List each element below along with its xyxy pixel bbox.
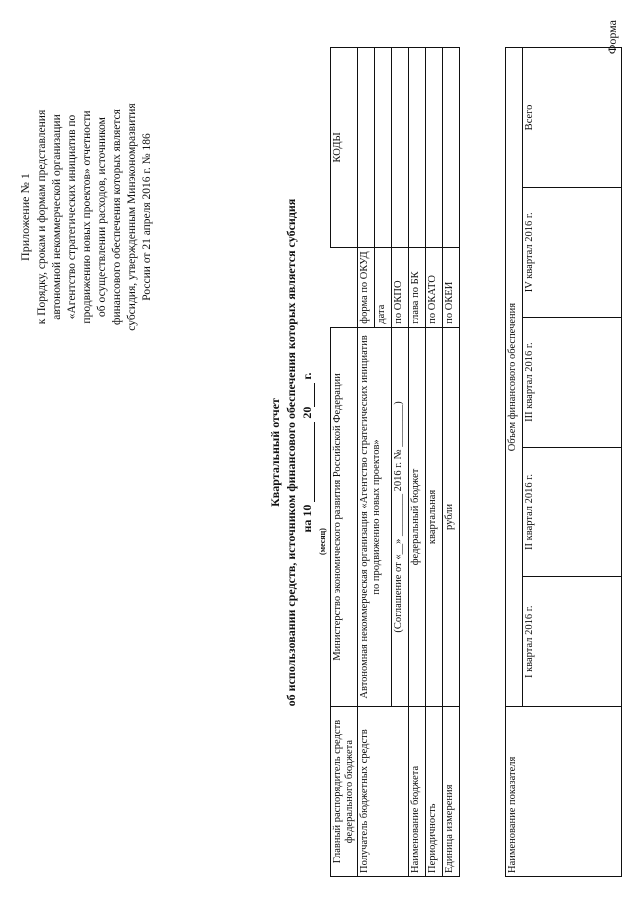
indicator-label: Наименование показателя xyxy=(506,707,622,877)
report-date-line xyxy=(300,0,315,905)
annex-line: субсидия, утвержденным Минэкономразвития xyxy=(126,103,138,331)
annex-line: «Агентство стратегических инициатив по xyxy=(66,114,78,320)
code-bk-label: глава по БК xyxy=(409,247,426,327)
date-prefix: на 10 xyxy=(300,504,314,533)
code-okato-value xyxy=(426,48,443,248)
form-label: Форма xyxy=(605,20,619,55)
budget-label: Наименование бюджета xyxy=(409,707,426,877)
code-okud-value xyxy=(358,48,375,248)
annex-line: об осуществлении расходов, источником xyxy=(96,117,108,317)
agreement-line: (Соглашение от «__» ________ 2016 г. № ________) xyxy=(392,327,409,706)
grbs-label: Главный распорядитель средств федерального бюджета xyxy=(331,707,358,877)
code-okei-value xyxy=(443,48,460,248)
budget-value: федеральный бюджет xyxy=(409,327,426,706)
col-q3: III квартал 2016 г. xyxy=(523,317,622,447)
recipient-label: Получатель бюджетных средств xyxy=(358,707,409,877)
report-subtitle: об использовании средств, источником финансового обеспечения которых является субсидия xyxy=(284,198,298,707)
unit-label: Единица измерения xyxy=(443,707,460,877)
codes-header: КОДЫ xyxy=(331,48,358,248)
col-q2: II квартал 2016 г. xyxy=(523,447,622,577)
code-okpo-label: по ОКПО xyxy=(392,247,409,327)
volume-table xyxy=(505,47,622,877)
code-date-label: дата xyxy=(375,247,392,327)
recipient-value: Автономная некоммерческая организация «Агентство стратегических инициатив по продвижению новых проектов» xyxy=(358,327,392,706)
code-okato-label: по ОКАТО xyxy=(426,247,443,327)
grbs-value: Министерство экономического развития Российской Федерации xyxy=(331,327,358,706)
code-date-value xyxy=(375,48,392,248)
unit-value: рубли xyxy=(443,327,460,706)
annex-block xyxy=(18,52,155,382)
annex-line: России от 21 апреля 2016 г. № 186 xyxy=(141,133,153,301)
year-blank xyxy=(302,383,315,407)
annex-line: продвижению новых проектов» отчетности xyxy=(81,110,93,324)
annex-line: финансового обеспечения которых является xyxy=(111,109,123,325)
period-label: Периодичность xyxy=(426,707,443,877)
month-hint: (месяц) xyxy=(318,528,327,555)
col-q4: IV квартал 2016 г. xyxy=(523,187,622,317)
annex-line: к Порядку, срокам и формам представления xyxy=(36,109,48,325)
month-blank xyxy=(302,422,315,502)
report-title: Квартальный отчет xyxy=(268,398,282,507)
volume-group-header: Объем финансового обеспечения xyxy=(506,48,523,707)
year-prefix: 20 xyxy=(300,406,314,419)
code-okud-label: форма по ОКУД xyxy=(358,247,375,327)
period-value: квартальная xyxy=(426,327,443,706)
col-total: Всего xyxy=(523,48,622,188)
annex-line: автономной некоммерческой организации xyxy=(51,114,63,320)
header-table xyxy=(330,47,460,877)
annex-heading: Приложение № 1 xyxy=(18,173,32,261)
code-okpo-value xyxy=(392,48,409,248)
date-suffix: г. xyxy=(300,372,314,380)
col-q1: I квартал 2016 г. xyxy=(523,577,622,707)
code-bk-value xyxy=(409,48,426,248)
code-okei-label: по ОКЕИ xyxy=(443,247,460,327)
